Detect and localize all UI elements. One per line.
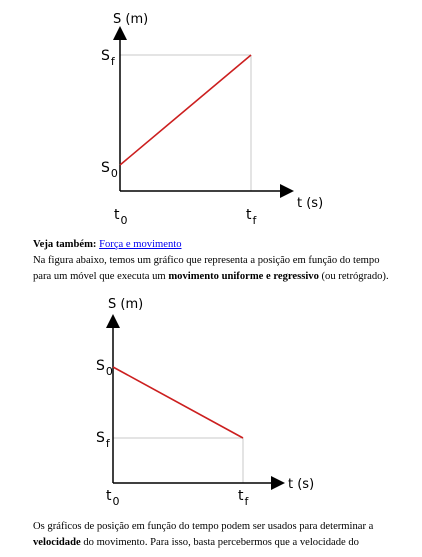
see-also-line bbox=[33, 237, 389, 253]
label-tf: $t_f$ bbox=[238, 488, 249, 508]
x-axis-label: t (s) bbox=[288, 477, 315, 492]
see-also-link[interactable]: Força e movimento bbox=[99, 239, 182, 250]
position-time-graph-regressive bbox=[0, 292, 422, 520]
x-axis-arrow-icon bbox=[280, 184, 294, 198]
x-axis-arrow-icon bbox=[271, 476, 285, 490]
see-also-label: Veja também: bbox=[33, 239, 97, 250]
paragraph1-text-a: Na figura abaixo, temos um gráfico que representa a posição em função do tempo para um móvel que executa um bbox=[33, 255, 380, 282]
x-axis-label: t (s) bbox=[297, 196, 324, 211]
label-s0: $S_0$ bbox=[96, 358, 113, 378]
paragraph2-text-a: Os gráficos de posição em função do tempo podem ser usados para determinar a bbox=[33, 521, 374, 532]
y-axis-label: S (m) bbox=[108, 297, 144, 312]
position-line bbox=[113, 367, 243, 438]
label-tf: $t_f$ bbox=[246, 207, 257, 227]
paragraph-regressive-intro bbox=[33, 253, 389, 285]
paragraph1-text-b: (ou retrógrado). bbox=[318, 271, 389, 282]
y-axis-arrow-icon bbox=[106, 314, 120, 328]
y-axis-label: S (m) bbox=[113, 12, 149, 27]
label-t0: $t_0$ bbox=[114, 207, 128, 227]
y-axis-arrow-icon bbox=[113, 26, 127, 40]
paragraph-velocity bbox=[33, 519, 389, 551]
paragraph1-bold: movimento uniforme e regressivo bbox=[168, 271, 319, 282]
label-sf: $S_f$ bbox=[96, 430, 110, 450]
position-line bbox=[120, 55, 251, 165]
paragraph2-bold: velocidade bbox=[33, 537, 81, 548]
label-sf: $S_f$ bbox=[101, 48, 115, 68]
label-t0: $t_0$ bbox=[106, 488, 120, 508]
position-time-graph-progressive bbox=[0, 0, 422, 236]
label-s0: $S_0$ bbox=[101, 160, 118, 180]
paragraph2-text-b: do movimento. Para isso, basta percebermos que a velocidade do bbox=[80, 537, 359, 548]
